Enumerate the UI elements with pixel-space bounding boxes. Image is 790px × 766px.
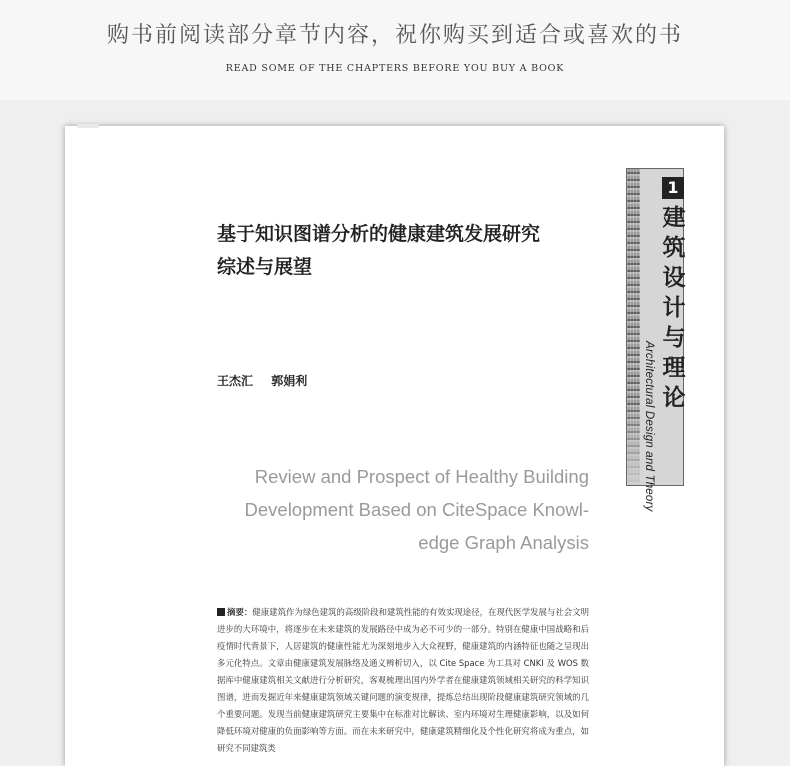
chapter-panel: [640, 169, 686, 512]
chapter-title-en: Architectural Design and Theory: [643, 341, 655, 512]
article-title-en-line: Review and Prospect of Healthy Building: [254, 466, 589, 487]
abstract: [217, 604, 589, 757]
chapter-title-char: 与: [662, 325, 686, 351]
chapter-title-char: 设: [662, 265, 686, 291]
header: [0, 0, 790, 100]
black-square-icon: [217, 608, 225, 616]
building-photo-strip: [627, 169, 640, 485]
book-page: [65, 126, 724, 766]
article-title-en-line: Development Based on CiteSpace Knowl-: [244, 499, 589, 520]
chapter-title-char: 筑: [662, 235, 686, 261]
article-title-cn-line: 综述与展望: [217, 256, 313, 278]
chapter-side-tab: [626, 168, 686, 512]
header-title: 购书前阅读部分章节内容，祝你购买到适合或喜欢的书: [106, 23, 683, 48]
chapter-title-char: 建: [662, 205, 686, 231]
article-title-cn-line: 基于知识图谱分析的健康建筑发展研究: [217, 223, 541, 245]
header-subtitle: READ SOME OF THE CHAPTERS BEFORE YOU BUY A BOOK: [225, 63, 565, 74]
author-name: 郭娟利: [271, 374, 308, 388]
article-title-cn: [217, 218, 597, 284]
abstract-label: 摘要：: [227, 607, 253, 617]
author-name: 王杰汇: [217, 374, 254, 388]
chapter-title-char: 理: [662, 355, 686, 381]
abstract-text: 健康建筑作为绿色建筑的高级阶段和建筑性能的有效实现途径，在现代医学发展与社会文明进步的大环境中，将逐步在未来建筑的发展路径中成为必不可少的一部分。特别在健康中国战略和后疫情时代背景下，人居建筑的健康性能尤为深刻地步入大众视野，健康建筑的内涵特征也随之呈现出多元化特点。文章由健康建筑发展脉络及通义辨析切入，以 Cite Space 为工具对 CNKI 及 WOS 数据库中健康建筑相关文献进行分析研究，客观梳理出国内外学者在健康建筑领域相关研究的科学知识图谱，进而发掘近年来健康建筑领域关键问题的演变规律，提炼总结出现阶段健康建筑研究领域的几个重要问题。发现当前健康建筑研究主要集中在标准对比解读、室内环境对生理健康影响，以及如何降低环境对健康的负面影响等方面。而在未来研究中，健康建筑精细化及个性化研究将成为重点，如研究不同建筑类: [217, 607, 590, 753]
article-title-en: [195, 460, 589, 559]
article-title-en-line: edge Graph Analysis: [418, 532, 589, 553]
chapter-number-badge: 1: [662, 177, 684, 199]
chapter-title-en-wrap: [643, 341, 663, 512]
chapter-title-char: 论: [662, 385, 686, 411]
chapter-title-char: 计: [662, 295, 686, 321]
page-corner-tab: [77, 124, 99, 128]
article-authors: [217, 372, 321, 389]
